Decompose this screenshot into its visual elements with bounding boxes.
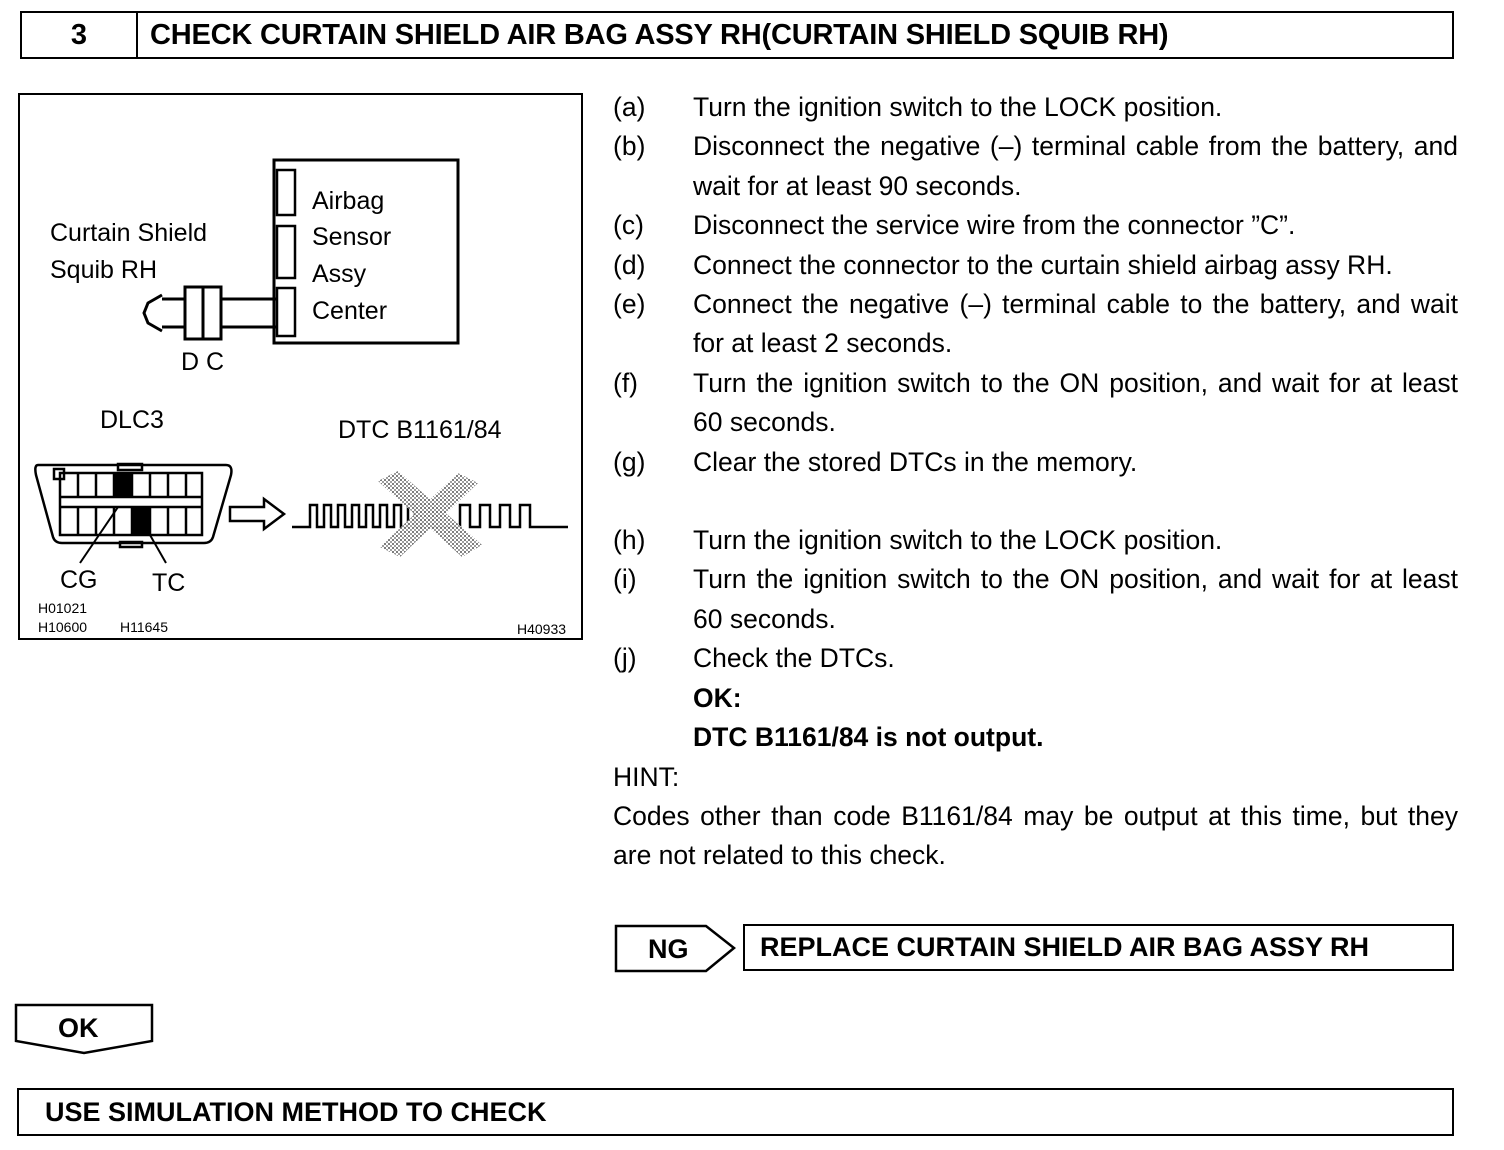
step-text: Clear the stored DTCs in the memory. bbox=[693, 446, 1138, 477]
step-c bbox=[613, 206, 1458, 245]
hint-text: Codes other than code B1161/84 may be output at this time, but they are not related to this check. bbox=[613, 800, 1458, 871]
step-j bbox=[613, 639, 1458, 678]
step-e bbox=[613, 285, 1458, 364]
step-b bbox=[613, 127, 1458, 206]
step-h bbox=[613, 521, 1458, 560]
ng-label: NG bbox=[648, 934, 689, 964]
step-header bbox=[20, 11, 1454, 59]
step-label: (i) bbox=[613, 564, 637, 595]
figure-code-1: H01021 bbox=[38, 600, 88, 616]
sensor-label-3: Assy bbox=[312, 260, 367, 288]
ok-flow-label: OK bbox=[58, 1013, 99, 1043]
procedure-steps bbox=[613, 88, 1458, 876]
dlc3-label: DLC3 bbox=[100, 406, 164, 434]
ng-action-box: REPLACE CURTAIN SHIELD AIR BAG ASSY RH bbox=[743, 924, 1454, 971]
tc-terminal bbox=[132, 507, 150, 535]
sensor-label-4: Center bbox=[312, 297, 388, 325]
sensor-label-1: Airbag bbox=[312, 187, 385, 215]
figure-drawing bbox=[20, 95, 581, 638]
squib-label-1: Curtain Shield bbox=[50, 219, 208, 247]
next-action-box: USE SIMULATION METHOD TO CHECK bbox=[17, 1088, 1454, 1136]
cg-label: CG bbox=[60, 566, 98, 594]
arrow-right-icon bbox=[230, 499, 284, 529]
figure-code-4: H40933 bbox=[517, 621, 567, 637]
dtc-label: DTC B1161/84 bbox=[338, 416, 502, 444]
step-text: Turn the ignition switch to the ON position, and wait for at least 60 seconds. bbox=[693, 367, 1458, 438]
step-d bbox=[613, 246, 1458, 285]
step-text: Turn the ignition switch to the LOCK position. bbox=[693, 92, 1223, 122]
hint-label: HINT: bbox=[613, 761, 680, 792]
squib-connector bbox=[144, 287, 276, 339]
step-text: Turn the ignition switch to the ON position, and wait for at least 60 seconds. bbox=[693, 564, 1458, 634]
step-text: Connect the connector to the curtain shield airbag assy RH. bbox=[693, 249, 1393, 280]
ng-arrow-box bbox=[614, 924, 738, 979]
connector-label: D C bbox=[181, 348, 225, 376]
step-text: Disconnect the negative (–) terminal cable from the battery, and wait for at least 90 seconds. bbox=[693, 131, 1458, 201]
step-label: (c) bbox=[613, 210, 644, 241]
step-label: (j) bbox=[613, 643, 637, 674]
step-number: 3 bbox=[22, 13, 138, 57]
step-label: (g) bbox=[613, 446, 646, 477]
step-title: CHECK CURTAIN SHIELD AIR BAG ASSY RH(CURTAIN SHIELD SQUIB RH) bbox=[150, 18, 1169, 51]
step-label: (a) bbox=[613, 92, 646, 122]
step-label: (d) bbox=[613, 249, 646, 280]
sensor-label-2: Sensor bbox=[312, 223, 392, 251]
step-label: (e) bbox=[613, 289, 646, 320]
tc-label: TC bbox=[152, 569, 186, 597]
figure-code-3: H11645 bbox=[120, 619, 169, 635]
ok-result-text: DTC B1161/84 is not output. bbox=[693, 722, 1044, 753]
step-text: Check the DTCs. bbox=[693, 643, 895, 674]
cg-terminal bbox=[114, 473, 132, 497]
step-text: Disconnect the service wire from the connector ”C”. bbox=[693, 210, 1296, 241]
step-f bbox=[613, 364, 1458, 443]
step-g bbox=[613, 443, 1458, 482]
ok-result-label: OK: bbox=[693, 682, 742, 713]
step-label: (b) bbox=[613, 131, 646, 162]
ok-arrow-box bbox=[14, 1003, 156, 1060]
step-label: (f) bbox=[613, 367, 639, 398]
step-a bbox=[613, 88, 1458, 127]
squib-label-2: Squib RH bbox=[50, 256, 157, 284]
step-text: Connect the negative (–) terminal cable to the battery, and wait for at least 2 seconds. bbox=[693, 289, 1458, 359]
step-label: (h) bbox=[613, 525, 646, 556]
figure-code-2: H10600 bbox=[38, 619, 88, 635]
step-i bbox=[613, 560, 1458, 639]
step-text: Turn the ignition switch to the LOCK position. bbox=[693, 525, 1223, 556]
wiring-figure bbox=[18, 93, 583, 640]
